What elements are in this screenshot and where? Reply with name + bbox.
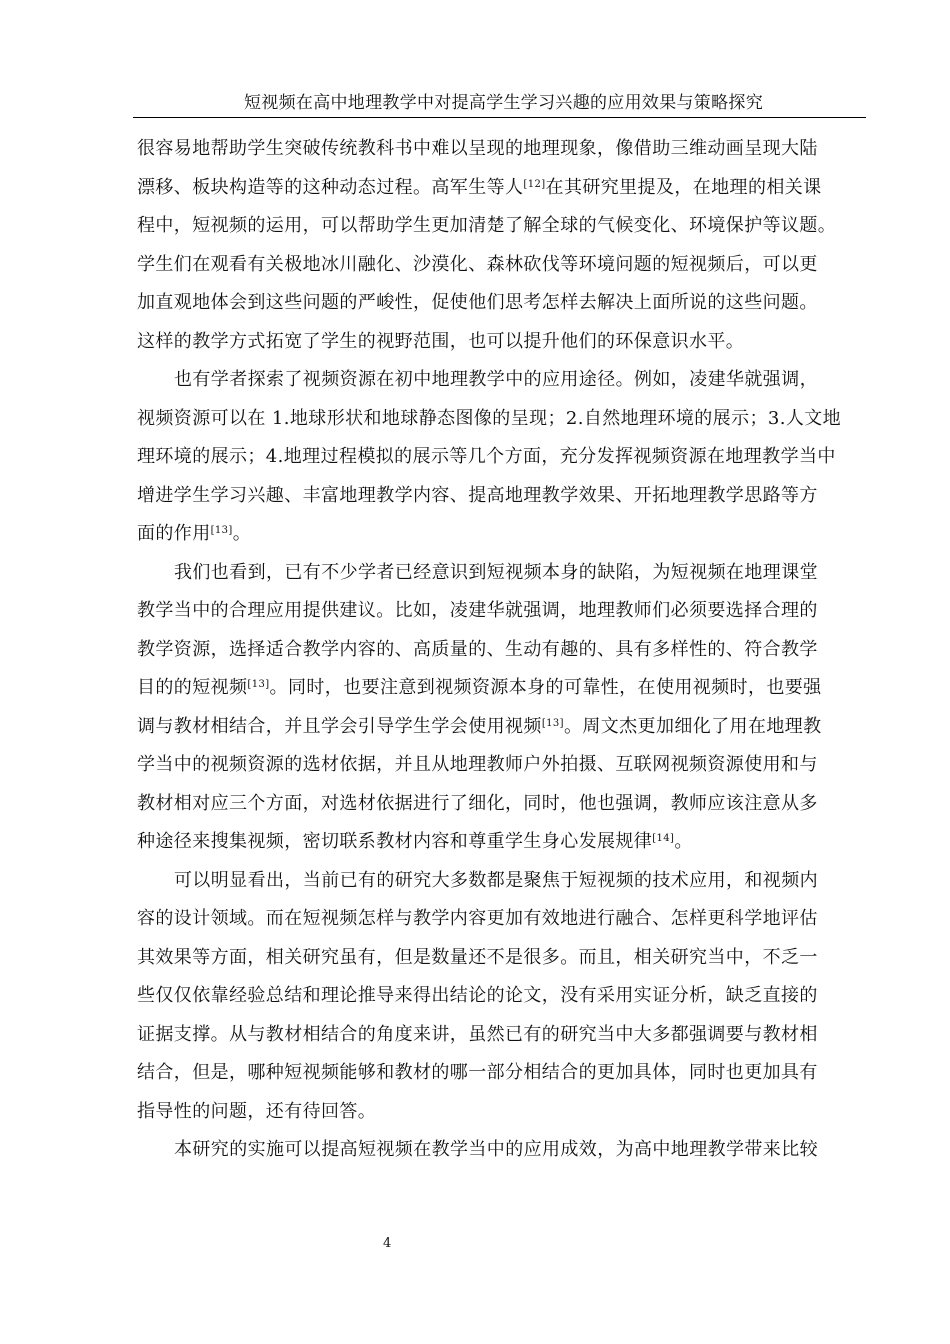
line-text: 理环境的展示；4.地理过程模拟的展示等几个方面，充分发挥视频资源在地理教学当中: [137, 446, 836, 467]
text-line: [137, 246, 872, 285]
body-text: [137, 130, 872, 1170]
text-line: [137, 708, 872, 747]
line-text: 加直观地体会到这些问题的严峻性，促使他们思考怎样去解决上面所说的这些问题。: [137, 292, 818, 313]
text-line: [137, 1016, 872, 1055]
line-text: 指导性的问题，还有待回答。: [137, 1100, 377, 1122]
text-line: [137, 169, 872, 208]
text-line: [137, 669, 872, 708]
text-line: [137, 207, 872, 246]
text-line: [137, 400, 872, 439]
line-text: 证据支撑。从与教材相结合的角度来讲，虽然已有的研究当中大多都强调要与教材相: [137, 1023, 818, 1045]
text-line: [137, 477, 872, 516]
text-line: [137, 862, 872, 901]
citation-ref: [14]: [652, 833, 675, 844]
line-text: 学当中的视频资源的选材依据，并且从地理教师户外拍摄、互联网视频资源使用和与: [137, 754, 818, 775]
text-line: [137, 284, 872, 323]
line-text-after-ref: 。周文杰更加细化了用在地理教: [563, 715, 822, 737]
line-text: 些仅仅依靠经验总结和理论推导来得出结论的论文，没有采用实证分析，缺乏直接的: [137, 985, 818, 1006]
line-text: 面的作用: [137, 523, 211, 544]
line-text: 教材相对应三个方面，对选材依据进行了细化，同时，他也强调，教师应该注意从多: [137, 792, 818, 814]
line-text: 其效果等方面，相关研究虽有，但是数量还不是很多。而且，相关研究当中，不乏一: [137, 946, 818, 968]
line-text: 学生们在观看有关极地冰川融化、沙漠化、森林砍伐等环境问题的短视频后，可以更: [137, 253, 818, 275]
text-line: [137, 900, 872, 939]
text-line: [137, 1093, 872, 1132]
text-line: [137, 631, 872, 670]
text-line: [137, 823, 872, 862]
line-text: 容的设计领域。而在短视频怎样与教学内容更加有效地进行融合、怎样更科学地评估: [137, 908, 818, 929]
line-text: 结合，但是，哪种短视频能够和教材的哪一部分相结合的更加具体，同时也更加具有: [137, 1062, 818, 1083]
line-text: 我们也看到，已有不少学者已经意识到短视频本身的缺陷，为短视频在地理课堂: [174, 561, 818, 583]
page-number: 4: [383, 1236, 392, 1251]
line-text: 视频资源可以在 1.地球形状和地球静态图像的呈现；2.自然地理环境的展示；3.人文地: [137, 407, 842, 429]
citation-ref: [12]: [523, 178, 546, 190]
text-line: [137, 1054, 872, 1093]
text-line: [137, 746, 872, 785]
line-text: 调与教材相结合，并且学会引导学生学会使用视频: [137, 715, 542, 737]
citation-ref: [13]: [541, 717, 564, 729]
line-text: 也有学者探索了视频资源在初中地理教学中的应用途径。例如，凌建华就强调，: [174, 369, 818, 390]
text-line: [137, 592, 872, 631]
line-text-after-ref: 。同时，也要注意到视频资源本身的可靠性，在使用视频时，也要强: [269, 677, 822, 698]
line-text: 这样的教学方式拓宽了学生的视野范围，也可以提升他们的环保意识水平。: [137, 330, 745, 352]
line-text: 很容易地帮助学生突破传统教科书中难以呈现的地理现象，像借助三维动画呈现大陆: [137, 138, 818, 159]
text-line: [137, 1131, 872, 1170]
line-text-after-ref: 。: [232, 523, 252, 544]
header-rule: [133, 117, 866, 118]
line-text: 程中，短视频的运用，可以帮助学生更加清楚了解全球的气候变化、环境保护等议题。: [137, 215, 837, 236]
running-header: 短视频在高中地理教学中对提高学生学习兴趣的应用效果与策略探究: [244, 93, 763, 113]
line-text-after-ref: 。: [674, 831, 693, 852]
line-text: 本研究的实施可以提高短视频在教学当中的应用成效，为高中地理教学带来比较: [174, 1139, 818, 1160]
text-line: [137, 939, 872, 978]
citation-ref: [13]: [247, 679, 270, 690]
text-line: [137, 515, 872, 554]
text-line: [137, 323, 872, 362]
text-line: [137, 130, 872, 169]
text-line: [137, 361, 872, 400]
citation-ref: [13]: [210, 525, 233, 536]
line-text: 教学资源，选择适合教学内容的、高质量的、生动有趣的、具有多样性的、符合教学: [137, 638, 818, 660]
text-line: [137, 977, 872, 1016]
line-text: 可以明显看出，当前已有的研究大多数都是聚焦于短视频的技术应用，和视频内: [174, 869, 818, 891]
line-text: 漂移、板块构造等的这种动态过程。高军生等人: [137, 176, 524, 198]
text-line: [137, 438, 872, 477]
line-text: 增进学生学习兴趣、丰富地理教学内容、提高地理教学效果、开拓地理教学思路等方: [137, 484, 818, 506]
text-line: [137, 785, 872, 824]
line-text-after-ref: 在其研究里提及，在地理的相关课: [545, 176, 822, 198]
text-line: [137, 554, 872, 593]
line-text: 目的的短视频: [137, 677, 248, 698]
line-text: 种途径来搜集视频，密切联系教材内容和尊重学生身心发展规律: [137, 831, 653, 852]
line-text: 教学当中的合理应用提供建议。比如，凌建华就强调，地理教师们必须要选择合理的: [137, 600, 818, 621]
